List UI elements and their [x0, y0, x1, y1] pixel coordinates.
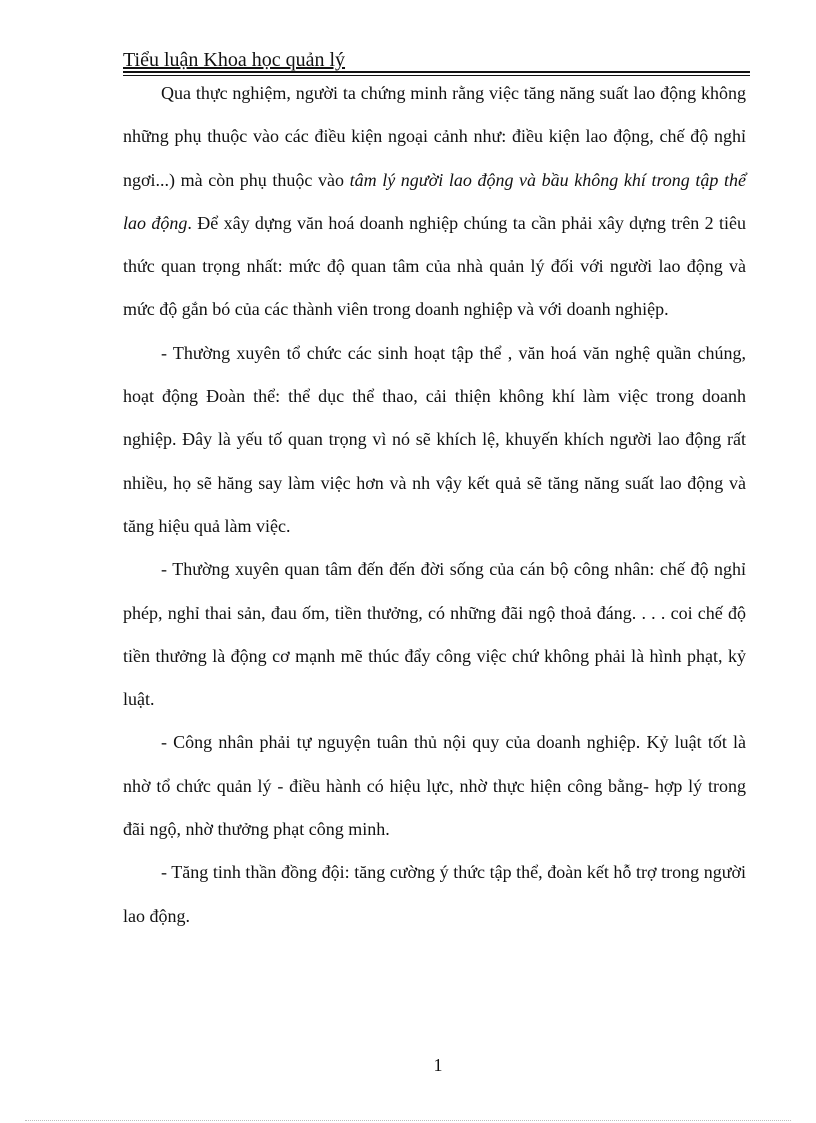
paragraph-intro-text-2: . Để xây dựng văn hoá doanh nghiệp chúng ta cần phải xây dựng trên 2 tiêu thức quan trọng nhất: mức độ quan tâm của nhà quản lý đối với người lao động và mức độ gắn bó của các thành viên trong doanh nghiệp và với doanh nghiệp. [123, 212, 746, 320]
page-number: 1 [433, 1055, 443, 1075]
paragraph-intro-text-1: Qua thực nghiệm, người ta chứng minh rằng việc tăng năng suất lao động không những phụ thuộc vào các điều kiện ngoại cảnh như: điều kiện lao động, chế độ nghỉ ngơi...) mà còn phụ thuộc vào [123, 83, 746, 190]
paragraph-intro [123, 72, 746, 332]
paragraph-worker-welfare: - Thường xuyên quan tâm đến đến đời sống của cán bộ công nhân: chế độ nghỉ phép, nghỉ thai sản, đau ốm, tiền thưởng, có những đãi ngộ thoả đáng. . . . coi chế độ tiền thưởng là động cơ mạnh mẽ thúc đẩy công việc chứ không phải là hình phạt, kỷ luật. [123, 559, 746, 710]
body-text [123, 72, 746, 938]
page-header [123, 48, 750, 72]
page-bottom-border [25, 1120, 791, 1121]
paragraph-collective-activities: - Thường xuyên tổ chức các sinh hoạt tập thể , văn hoá văn nghệ quần chúng, hoạt động Đoàn thể: thể dục thể thao, cải thiện không khí làm việc trong doanh nghiệp. Đây là yếu tố quan trọng vì nó sẽ khích lệ, khuyến khích người lao động rất nhiều, họ sẽ hăng say làm việc hơn và nh vậy kết quả sẽ tăng năng suất lao động và tăng hiệu quả làm việc. [123, 342, 746, 536]
paragraph-discipline: - Công nhân phải tự nguyện tuân thủ nội quy của doanh nghiệp. Kỷ luật tốt là nhờ tổ chức quản lý - điều hành có hiệu lực, nhờ thực hiện công bằng- hợp lý trong đãi ngộ, nhờ thưởng phạt công minh. [123, 732, 746, 840]
header-title: Tiểu luận Khoa học quản lý [123, 49, 346, 71]
paragraph-intro-italic: tâm lý người lao động và bầu không khí trong tập thể lao động [123, 169, 746, 233]
paragraph-team-spirit: - Tăng tinh thần đồng đội: tăng cường ý thức tập thể, đoàn kết hỗ trợ trong người lao động. [123, 862, 746, 926]
